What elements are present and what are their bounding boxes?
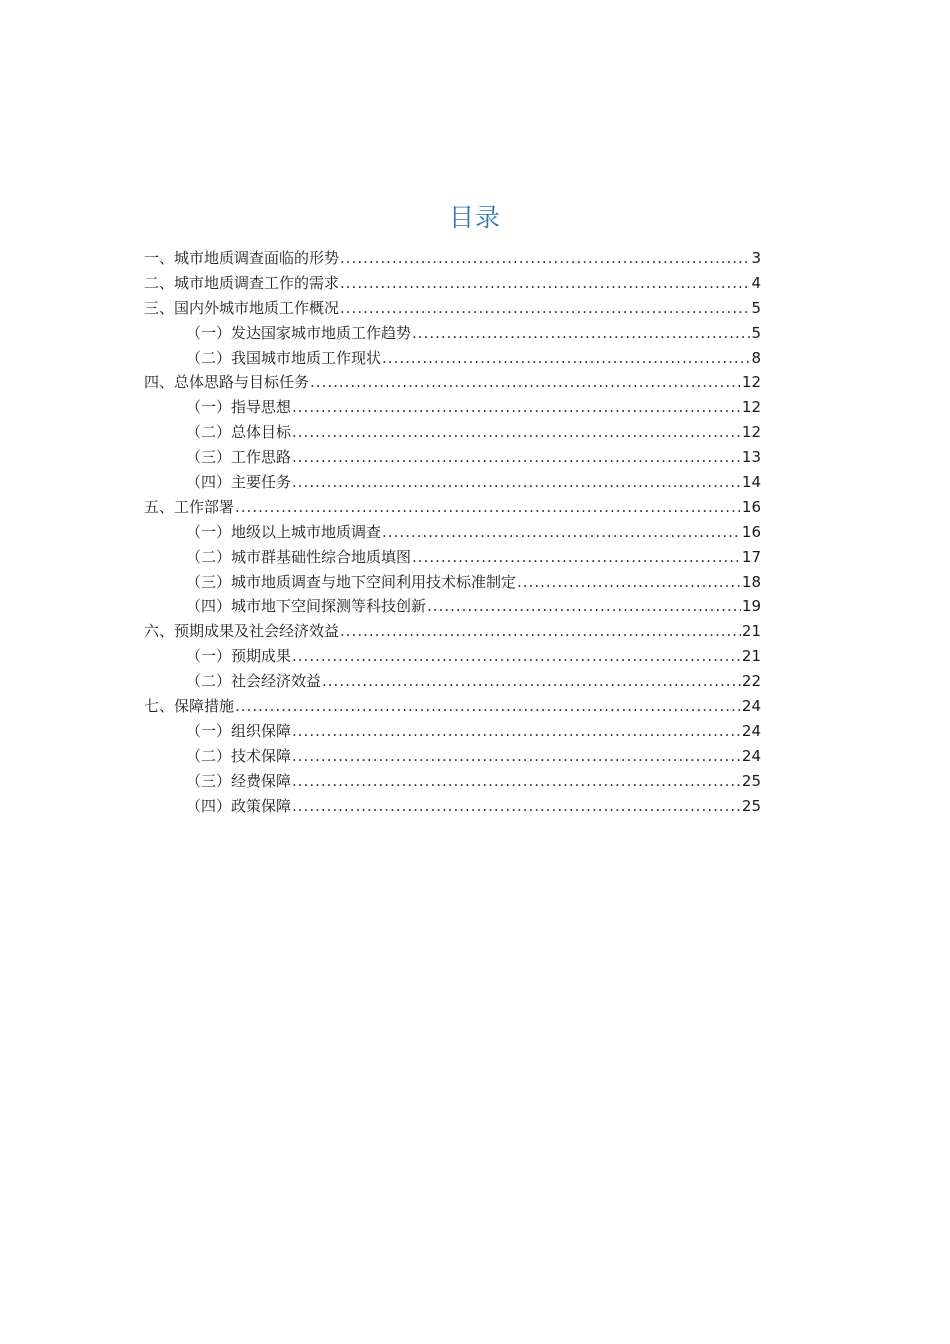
toc-entry[interactable] [144, 321, 761, 346]
toc-entry[interactable] [144, 370, 761, 395]
toc-entry-page-number: 12 [741, 398, 761, 417]
toc-entry[interactable] [144, 445, 761, 470]
toc-dot-leader [310, 370, 741, 395]
toc-entry-label: （三）城市地质调查与地下空间利用技术标准制定 [186, 572, 517, 591]
toc-entry-page-number: 14 [741, 473, 761, 492]
toc-entry[interactable] [144, 545, 761, 570]
toc-entry-page-number: 16 [741, 497, 761, 516]
toc-dot-leader [340, 271, 750, 296]
toc-dot-leader [340, 296, 750, 321]
toc-dot-leader [517, 570, 741, 595]
toc-dot-leader [382, 346, 750, 371]
toc-entry[interactable] [144, 520, 761, 545]
toc-dot-leader [427, 594, 741, 619]
toc-entry-label: （一）组织保障 [186, 721, 292, 740]
toc-entry-page-number: 24 [741, 746, 761, 765]
toc-entry-label: （二）技术保障 [186, 746, 292, 765]
toc-entry-page-number: 22 [741, 672, 761, 691]
toc-dot-leader [292, 445, 741, 470]
toc-entry-label: （四）政策保障 [186, 796, 292, 815]
toc-entry-label: （三）经费保障 [186, 771, 292, 790]
toc-entry-label: 二、城市地质调查工作的需求 [144, 273, 340, 292]
toc-entry[interactable] [144, 420, 761, 445]
toc-entry-page-number: 8 [751, 348, 761, 367]
toc-entry-page-number: 18 [741, 572, 761, 591]
toc-entry-label: 四、总体思路与目标任务 [144, 373, 310, 392]
toc-entry-label: （一）预期成果 [186, 647, 292, 666]
toc-dot-leader [235, 495, 741, 520]
toc-dot-leader [412, 545, 741, 570]
toc-entry-label: （二）城市群基础性综合地质填图 [186, 547, 412, 566]
toc-entry-page-number: 25 [741, 771, 761, 790]
toc-entry-page-number: 5 [751, 298, 761, 317]
toc-entry-label: （二）社会经济效益 [186, 672, 322, 691]
toc-entry[interactable] [144, 644, 761, 669]
toc-entry[interactable] [144, 296, 761, 321]
toc-entry[interactable] [144, 246, 761, 271]
toc-dot-leader [292, 794, 741, 819]
toc-entry-label: （一）发达国家城市地质工作趋势 [186, 323, 412, 342]
toc-entry[interactable] [144, 470, 761, 495]
toc-entry[interactable] [144, 719, 761, 744]
toc-dot-leader [235, 694, 741, 719]
toc-entry-page-number: 5 [751, 323, 761, 342]
toc-entry[interactable] [144, 495, 761, 520]
toc-entry-label: 五、工作部署 [144, 497, 235, 516]
toc-dot-leader [292, 719, 741, 744]
toc-entry[interactable] [144, 669, 761, 694]
toc-dot-leader [382, 520, 741, 545]
toc-dot-leader [412, 321, 750, 346]
toc-dot-leader [292, 744, 741, 769]
toc-entry-label: （二）总体目标 [186, 423, 292, 442]
toc-entry-page-number: 12 [741, 373, 761, 392]
toc-entry-page-number: 17 [741, 547, 761, 566]
toc-entry[interactable] [144, 570, 761, 595]
toc-entry-label: （四）主要任务 [186, 473, 292, 492]
toc-entry[interactable] [144, 769, 761, 794]
toc-entry-page-number: 12 [741, 423, 761, 442]
toc-entry-label: 一、城市地质调查面临的形势 [144, 249, 340, 267]
toc-entry[interactable] [144, 794, 761, 819]
toc-entry-label: 三、国内外城市地质工作概况 [144, 298, 340, 317]
toc-dot-leader [292, 395, 741, 420]
toc-entry-label: 六、预期成果及社会经济效益 [144, 622, 340, 641]
toc-entry[interactable] [144, 271, 761, 296]
toc-entry-label: （四）城市地下空间探测等科技创新 [186, 597, 427, 616]
toc-dot-leader [292, 420, 741, 445]
toc-entry-page-number: 16 [741, 522, 761, 541]
toc-entry-page-number: 24 [741, 697, 761, 716]
toc-entry[interactable] [144, 694, 761, 719]
toc-entry-label: （一）指导思想 [186, 398, 292, 417]
toc-dot-leader [322, 669, 741, 694]
toc-entry-page-number: 21 [741, 647, 761, 666]
toc-dot-leader [340, 246, 750, 271]
toc-entry-label: 七、保障措施 [144, 697, 235, 716]
toc-dot-leader [292, 769, 741, 794]
toc-entry-page-number: 24 [741, 721, 761, 740]
toc-entry-label: （一）地级以上城市地质调查 [186, 522, 382, 541]
toc-entry[interactable] [144, 395, 761, 420]
toc-entry-page-number: 25 [741, 796, 761, 815]
toc-entry[interactable] [144, 346, 761, 371]
toc-dot-leader [292, 644, 741, 669]
toc-entry-label: （二）我国城市地质工作现状 [186, 348, 382, 367]
toc-entry-page-number: 19 [741, 597, 761, 616]
toc-title: 目录 [448, 203, 501, 232]
toc-entry-label: （三）工作思路 [186, 448, 292, 467]
toc-entry-page-number: 13 [741, 448, 761, 467]
toc-entry-page-number: 4 [751, 273, 761, 292]
toc-entry-page-number: 3 [751, 249, 761, 267]
table-of-contents [144, 246, 761, 818]
toc-entry-page-number: 21 [741, 622, 761, 641]
toc-entry[interactable] [144, 619, 761, 644]
toc-dot-leader [340, 619, 741, 644]
toc-entry[interactable] [144, 744, 761, 769]
toc-entry[interactable] [144, 594, 761, 619]
toc-dot-leader [292, 470, 741, 495]
